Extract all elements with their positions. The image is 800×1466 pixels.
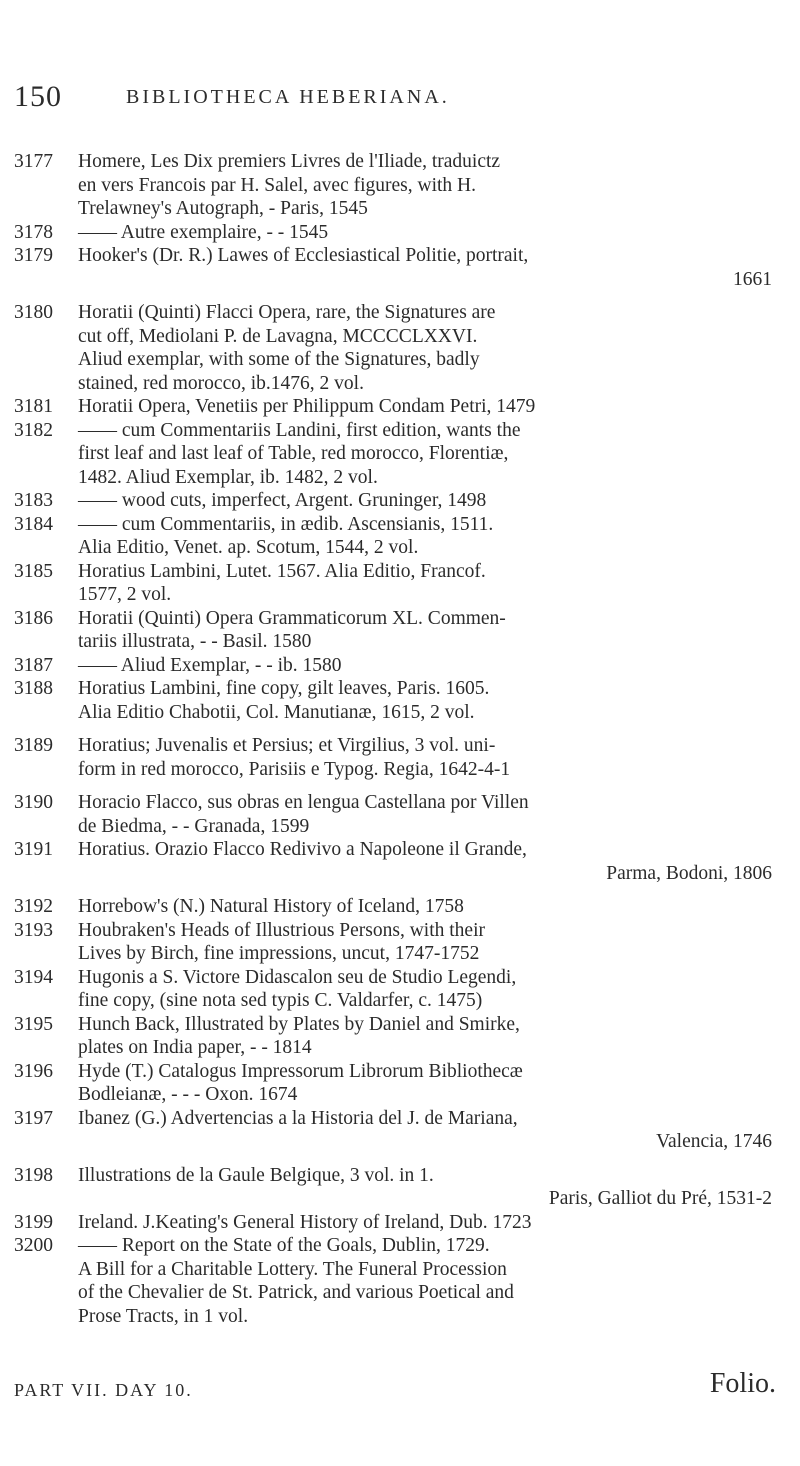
entry-line: Hyde (T.) Catalogus Impressorum Librorum Bibliothecæ	[78, 1060, 523, 1082]
catalogue-entry	[14, 513, 790, 560]
entry-line: 1661	[733, 268, 772, 290]
entry-line: Lives by Birch, fine impressions, uncut, 1747-1752	[78, 943, 480, 964]
entry-line: Bodleianæ, - - - Oxon. 1674	[78, 1084, 298, 1105]
lot-number: 3191	[14, 839, 53, 860]
entry-line: Ibanez (G.) Advertencias a la Historia del J. de Mariana,	[78, 1107, 518, 1129]
lot-number: 3183	[14, 490, 53, 511]
lot-number: 3187	[14, 654, 53, 676]
catalogue-entry	[14, 734, 790, 781]
entry-line: —— Aliud Exemplar, - - ib. 1580	[78, 654, 342, 676]
entry-line: Horatii (Quinti) Flacci Opera, rare, the Signatures are	[78, 302, 496, 323]
catalogue-entry	[14, 919, 790, 966]
entry-line: —— cum Commentariis Landini, first edition, wants the	[78, 419, 521, 441]
lot-number: 3193	[14, 919, 53, 941]
lot-number: 3184	[14, 513, 53, 535]
entry-line: Hugonis a S. Victore Didascalon seu de Studio Legendi,	[78, 966, 517, 988]
entry-line: Houbraken's Heads of Illustrious Persons, with their	[78, 919, 485, 941]
lot-number: 3199	[14, 1211, 53, 1233]
entry-line: de Biedma, - - Granada, 1599	[78, 815, 310, 837]
lot-number: 3180	[14, 302, 53, 323]
entry-line: 1482. Aliud Exemplar, ib. 1482, 2 vol.	[78, 466, 378, 488]
page-footer	[14, 1368, 776, 1408]
catalogue-entry	[14, 966, 790, 1013]
lot-number: 3179	[14, 245, 53, 266]
lot-number: 3185	[14, 560, 53, 582]
entry-line: tariis illustrata, - - Basil. 1580	[78, 631, 312, 652]
entry-line: Horatius Lambini, Lutet. 1567. Alia Editio, Francof.	[78, 560, 486, 582]
catalogue-entry	[14, 419, 790, 490]
entry-line: Hooker's (Dr. R.) Lawes of Ecclesiastical Politie, portrait,	[78, 245, 529, 266]
entry-line: of the Chevalier de St. Patrick, and various Poetical and	[78, 1282, 514, 1303]
catalogue-entry	[14, 1107, 790, 1154]
catalogue-entry	[14, 301, 790, 395]
lot-number: 3177	[14, 151, 53, 172]
entry-line: Hunch Back, Illustrated by Plates by Daniel and Smirke,	[78, 1013, 520, 1035]
catalogue-entry	[14, 1211, 790, 1235]
lot-number: 3194	[14, 966, 53, 988]
lot-number: 3189	[14, 735, 53, 756]
entry-line: —— Report on the State of the Goals, Dublin, 1729.	[78, 1235, 490, 1256]
lot-number: 3182	[14, 419, 53, 441]
catalogue-entry	[14, 838, 790, 885]
entry-line: form in red morocco, Parisiis e Typog. Regia, 1642-4-1	[78, 758, 511, 780]
catalogue-entry	[14, 654, 790, 678]
entry-line: Alia Editio, Venet. ap. Scotum, 1544, 2 vol.	[78, 537, 419, 558]
catalogue-entries	[0, 150, 800, 1328]
catalogue-entry	[14, 1164, 790, 1211]
entry-line: Valencia, 1746	[656, 1131, 772, 1152]
entry-line: Horacio Flacco, sus obras en lengua Castellana por Villen	[78, 792, 529, 813]
catalogue-entry	[14, 895, 790, 919]
running-title: BIBLIOTHECA HEBERIANA.	[126, 86, 450, 108]
entry-line: Horrebow's (N.) Natural History of Iceland, 1758	[78, 896, 464, 917]
entry-line: Illustrations de la Gaule Belgique, 3 vol. in 1.	[78, 1164, 434, 1186]
entry-line: Horatius. Orazio Flacco Redivivo a Napoleone il Grande,	[78, 839, 527, 860]
entry-line: plates on India paper, - - 1814	[78, 1037, 312, 1058]
lot-number: 3198	[14, 1164, 53, 1186]
entry-line: Horatius Lambini, fine copy, gilt leaves, Paris. 1605.	[78, 678, 490, 699]
sale-day-signature: PART VII. DAY 10.	[14, 1380, 193, 1400]
entry-line: first leaf and last leaf of Table, red morocco, Florentiæ,	[78, 443, 509, 464]
page-number: 150	[14, 80, 62, 113]
lot-number: 3188	[14, 678, 53, 699]
entry-line: Horatii Opera, Venetiis per Philippum Condam Petri, 1479	[78, 396, 536, 417]
lot-number: 3197	[14, 1107, 53, 1129]
catalogue-entry	[14, 791, 790, 838]
entry-line: fine copy, (sine nota sed typis C. Valdarfer, c. 1475)	[78, 990, 483, 1011]
catalogue-entry	[14, 1234, 790, 1328]
catalogue-entry	[14, 221, 790, 245]
entry-line: Trelawney's Autograph, - Paris, 1545	[78, 198, 368, 219]
entry-line: 1577, 2 vol.	[78, 584, 172, 605]
lot-number: 3190	[14, 792, 53, 813]
entry-line: Paris, Galliot du Pré, 1531-2	[548, 1188, 772, 1209]
entry-line: Aliud exemplar, with some of the Signatures, badly	[78, 349, 480, 370]
catalogue-entry	[14, 607, 790, 654]
catalogue-entry	[14, 150, 790, 221]
page-header	[14, 80, 774, 114]
entry-line: Ireland. J.Keating's General History of Ireland, Dub. 1723	[78, 1211, 532, 1233]
lot-number: 3196	[14, 1060, 53, 1082]
entry-line: cut off, Mediolani P. de Lavagna, MCCCCLXXVI.	[78, 325, 478, 347]
lot-number: 3181	[14, 396, 53, 417]
entry-line: en vers Francois par H. Salel, avec figures, with H.	[78, 174, 477, 196]
lot-number: 3178	[14, 221, 53, 243]
entry-line: Homere, Les Dix premiers Livres de l'Iliade, traduictz	[78, 151, 501, 172]
entry-line: Horatii (Quinti) Opera Grammaticorum XL. Commen-	[78, 607, 506, 629]
catalogue-entry	[14, 244, 790, 291]
lot-number: 3195	[14, 1013, 53, 1035]
catalogue-entry	[14, 395, 790, 419]
catalogue-entry	[14, 1060, 790, 1107]
entry-line: stained, red morocco, ib.1476, 2 vol.	[78, 372, 364, 394]
lot-number: 3192	[14, 896, 53, 917]
catalogue-entry	[14, 489, 790, 513]
entry-line: Horatius; Juvenalis et Persius; et Virgilius, 3 vol. uni-	[78, 735, 496, 756]
entry-line: Prose Tracts, in 1 vol.	[78, 1305, 249, 1327]
entry-line: Alia Editio Chabotii, Col. Manutianæ, 1615, 2 vol.	[78, 701, 475, 723]
catalogue-entry	[14, 1013, 790, 1060]
catalogue-entry	[14, 677, 790, 724]
format-mark: Folio.	[709, 1368, 776, 1399]
lot-number: 3200	[14, 1235, 53, 1256]
entry-line: —— cum Commentariis, in ædib. Ascensianis, 1511.	[78, 513, 494, 535]
entry-line: Parma, Bodoni, 1806	[606, 862, 772, 884]
entry-line: —— Autre exemplaire, - - 1545	[78, 221, 329, 243]
lot-number: 3186	[14, 607, 53, 629]
catalogue-entry	[14, 560, 790, 607]
entry-line: —— wood cuts, imperfect, Argent. Gruninger, 1498	[78, 490, 487, 511]
entry-line: A Bill for a Charitable Lottery. The Funeral Procession	[78, 1258, 507, 1280]
